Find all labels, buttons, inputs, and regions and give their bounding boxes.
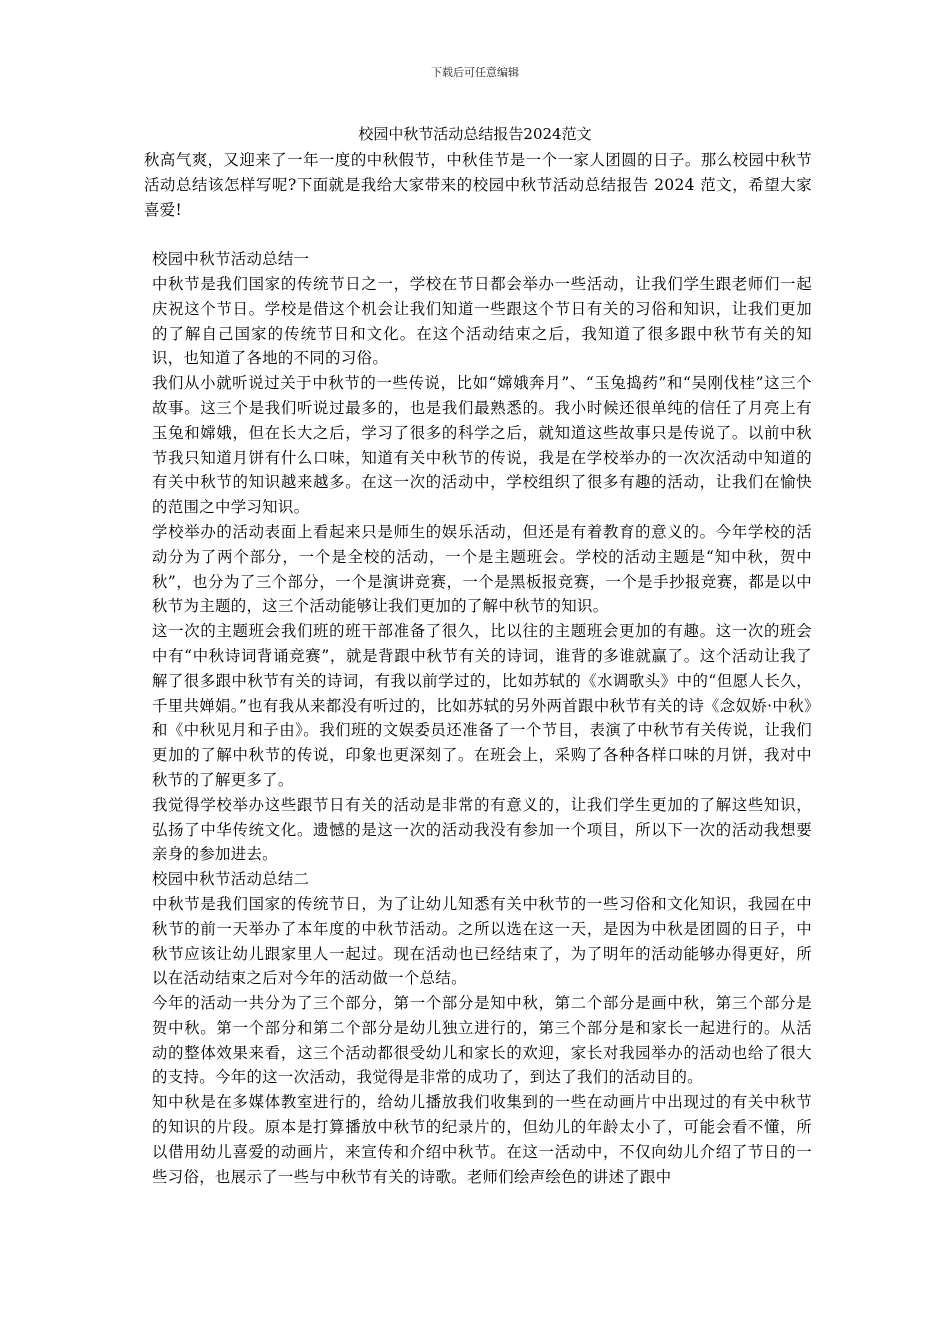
section2-paragraph: 今年的活动一共分为了三个部分，第一个部分是知中秋，第二个部分是画中秋，第三个部分是贺中秋。第一个部分和第二个部分是幼儿独立进行的，第三个部分是和家长一起进行的。从活动的整体效果来看，这三个活动都很受幼儿和家长的欢迎，家长对我园举办的活动也给了很大的支持。今年的这一次活动，我觉得是非常的成功了，到达了我们的活动目的。 [152,994,812,1087]
section2-paragraph: 知中秋是在多媒体教室进行的，给幼儿播放我们收集到的一些在动画片中出现过的有关中秋节的知识的片段。原本是打算播放中秋节的纪录片的，但幼儿的年龄太小了，可能会看不懂，所以借用幼儿喜爱的动画片，来宣传和介绍中秋节。在这一活动中，不仅向幼儿介绍了节日的一些习俗，也展示了一些与中秋节有关的诗歌。老师们绘声绘色的讲述了跟中 [152,1093,812,1186]
page-header-note: 下载后可任意编辑 [431,66,519,79]
section1-paragraph: 我们从小就听说过关于中秋节的一些传说，比如“嫦娥奔月”、“玉兔捣药”和“吴刚伐桂”这三个故事。这三个是我们听说过最多的，也是我们最熟悉的。我小时候还很单纯的信任了月亮上有玉兔和嫦娥，但在长大之后，学习了很多的科学之后，就知道这些故事只是传说了。以前中秋节我只知道月饼有什么口味，知道有关中秋节的传说，我是在学校举办的一次次活动中知道的有关中秋节的知识越来越多。在这一次的活动中，学校组织了很多有趣的活动，让我们在愉快的范围之中学习知识。 [152,374,812,517]
section-heading-2: 校园中秋节活动总结二 [152,870,310,889]
section1-paragraph: 这一次的主题班会我们班的班干部准备了很久，比以往的主题班会更加的有趣。这一次的班会中有“中秋诗词背诵竞赛”，就是背跟中秋节有关的诗词，谁背的多谁就赢了。这个活动让我了解了很多跟中秋节有关的诗词，有我以前学过的，比如苏轼的《水调歌头》中的“但愿人长久，千里共婵娟。”也有我从来都没有听过的，比如苏轼的另外两首跟中秋节有关的诗《念奴娇·中秋》和《中秋见月和子由》。我们班的文娱委员还准备了一个节目，表演了中秋节有关传说，让我们更加的了解中秋节的传说，印象也更深刻了。在班会上，采购了各种各样口味的月饼，我对中秋节的了解更多了。 [152,622,812,789]
section1-paragraph: 学校举办的活动表面上看起来只是师生的娱乐活动，但还是有着教育的意义的。今年学校的活动分为了两个部分，一个是全校的活动，一个是主题班会。学校的活动主题是“知中秋，贺中秋”，也分为了三个部分，一个是演讲竞赛，一个是黑板报竞赛，一个是手抄报竞赛，都是以中秋节为主题的，这三个活动能够让我们更加的了解中秋节的知识。 [152,522,812,616]
paragraph-spacer [144,222,812,247]
document-title: 校园中秋节活动总结报告2024范文 [358,125,592,143]
section1-paragraph: 我觉得学校举办这些跟节日有关的活动是非常的有意义的，让我们学生更加的了解这些知识，弘扬了中华传统文化。遗憾的是这一次的活动我没有参加一个项目，所以下一次的活动我想要亲身的参加进去。 [152,795,812,864]
section1-paragraph: 中秋节是我们国家的传统节日之一，学校在节日都会举办一些活动，让我们学生跟老师们一起庆祝这个节日。学校是借这个机会让我们知道一些跟这个节日有关的习俗和知识，让我们更加的了解自己国家的传统节日和文化。在这个活动结束之后，我知道了很多跟中秋节有关的知识，也知道了各地的不同的习俗。 [152,274,812,368]
section-heading-1: 校园中秋节活动总结一 [152,250,310,269]
document-body [144,148,812,1189]
section2-paragraph: 中秋节是我们国家的传统节日，为了让幼儿知悉有关中秋节的一些习俗和文化知识，我园在中秋节的前一天举办了本年度的中秋节活动。之所以选在这一天，是因为中秋是团圆的日子，中秋节应该让幼儿跟家里人一起过。现在活动也已经结束了，为了明年的活动能够办得更好，所以在活动结束之后对今年的活动做一个总结。 [152,894,812,988]
intro-paragraph: 秋高气爽，又迎来了一年一度的中秋假节，中秋佳节是一个一家人团圆的日子。那么校园中秋节活动总结该怎样写呢?下面就是我给大家带来的校园中秋节活动总结报告 2024 范文，希望大家喜爱! [144,151,812,219]
